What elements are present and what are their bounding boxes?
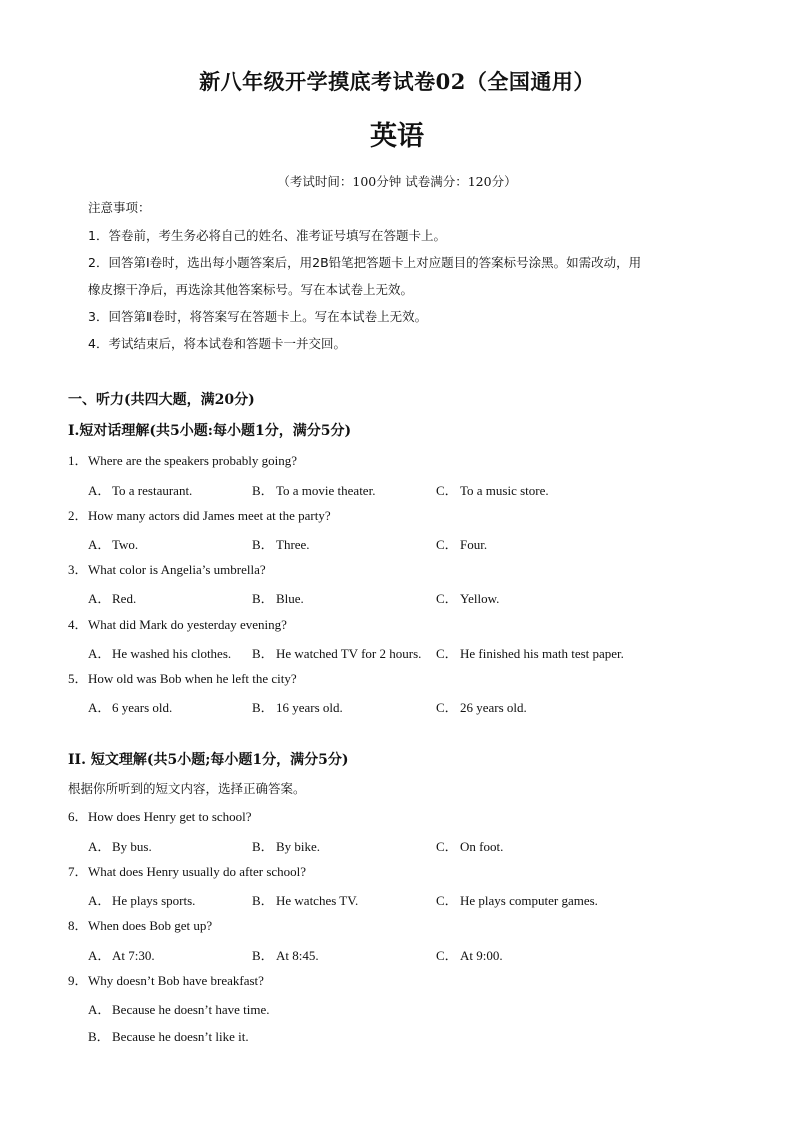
- question-item: [68, 917, 212, 935]
- question-item: [68, 561, 266, 579]
- option-b: B． Three.: [252, 537, 310, 552]
- option-a: A． By bus.: [88, 839, 152, 854]
- note-item: 3．回答第Ⅱ卷时，将答案写在答题卡上。写在本试卷上无效。: [88, 309, 428, 324]
- question-number: 4．: [68, 617, 88, 632]
- notes-header: 注意事项：: [88, 200, 151, 215]
- option-b: B． 16 years old.: [252, 700, 343, 715]
- question-number: 2．: [68, 508, 88, 523]
- option-b: B． He watched TV for 2 hours.: [252, 646, 422, 661]
- option-b: B． To a movie theater.: [252, 483, 376, 498]
- option-c: C． He plays computer games.: [436, 893, 598, 908]
- option-c: C． He finished his math test paper.: [436, 646, 624, 661]
- question-text: What does Henry usually do after school?: [88, 864, 307, 879]
- part-instruction: 根据你所听到的短文内容，选择正确答案。: [68, 781, 306, 796]
- question-item: [68, 616, 287, 634]
- option-c: C． To a music store.: [436, 483, 549, 498]
- option-a: A． Because he doesn’t have time.: [88, 1002, 270, 1017]
- option-b: B． Blue.: [252, 591, 304, 606]
- question-number: 1．: [68, 453, 88, 468]
- question-item: [68, 972, 264, 990]
- question-number: 6．: [68, 809, 88, 824]
- part-heading: Ⅰ.短对话理解(共5小题:每小题1分，满分5分): [68, 423, 352, 439]
- question-text: What did Mark do yesterday evening?: [88, 617, 287, 632]
- part-heading: II. 短文理解(共5小题;每小题1分，满分5分): [68, 752, 349, 768]
- option-c: C． Yellow.: [436, 591, 500, 606]
- question-item: [68, 452, 297, 470]
- option-a: A． To a restaurant.: [88, 483, 193, 498]
- option-c: C． On foot.: [436, 839, 504, 854]
- page-title: 新八年级开学摸底考试卷02（全国通用）: [199, 69, 595, 94]
- note-item: 2．回答第Ⅰ卷时，选出每小题答案后，用2B铅笔把答题卡上对应题目的答案标号涂黑。如需改动，用: [88, 255, 642, 270]
- question-number: 3．: [68, 562, 88, 577]
- question-item: [68, 808, 252, 826]
- option-a: A． Two.: [88, 537, 139, 552]
- exam-info: （考试时间：100分钟 试卷满分：120分）: [277, 174, 517, 189]
- note-item: 1．答卷前，考生务必将自己的姓名、准考证号填写在答题卡上。: [88, 228, 446, 243]
- question-text: How does Henry get to school?: [88, 809, 252, 824]
- question-item: [68, 863, 306, 881]
- question-item: [68, 670, 297, 688]
- question-item: [68, 507, 331, 525]
- question-text: How old was Bob when he left the city?: [88, 671, 297, 686]
- question-number: 8．: [68, 918, 88, 933]
- question-text: Where are the speakers probably going?: [88, 453, 297, 468]
- question-text: Why doesn’t Bob have breakfast?: [88, 973, 264, 988]
- option-a: A． He plays sports.: [88, 893, 196, 908]
- subject-title: 英语: [370, 121, 424, 152]
- option-b: B． He watches TV.: [252, 893, 359, 908]
- option-c: C． At 9:00.: [436, 948, 503, 963]
- question-text: What color is Angelia’s umbrella?: [88, 562, 266, 577]
- question-number: 5．: [68, 671, 88, 686]
- note-item: 橡皮擦干净后，再选涂其他答案标号。写在本试卷上无效。: [88, 282, 414, 297]
- option-a: A． 6 years old.: [88, 700, 173, 715]
- option-b: B． At 8:45.: [252, 948, 319, 963]
- question-text: How many actors did James meet at the party?: [88, 508, 331, 523]
- option-a: A． Red.: [88, 591, 137, 606]
- note-item: 4．考试结束后，将本试卷和答题卡一并交回。: [88, 336, 346, 351]
- option-b: B． Because he doesn’t like it.: [88, 1029, 249, 1044]
- option-a: A． He washed his clothes.: [88, 646, 232, 661]
- question-number: 9．: [68, 973, 88, 988]
- option-a: A． At 7:30.: [88, 948, 155, 963]
- section-heading: 一、听力(共四大题，满20分): [68, 392, 255, 408]
- option-c: C． 26 years old.: [436, 700, 527, 715]
- question-text: When does Bob get up?: [88, 918, 213, 933]
- option-c: C． Four.: [436, 537, 488, 552]
- option-b: B． By bike.: [252, 839, 321, 854]
- question-number: 7．: [68, 864, 88, 879]
